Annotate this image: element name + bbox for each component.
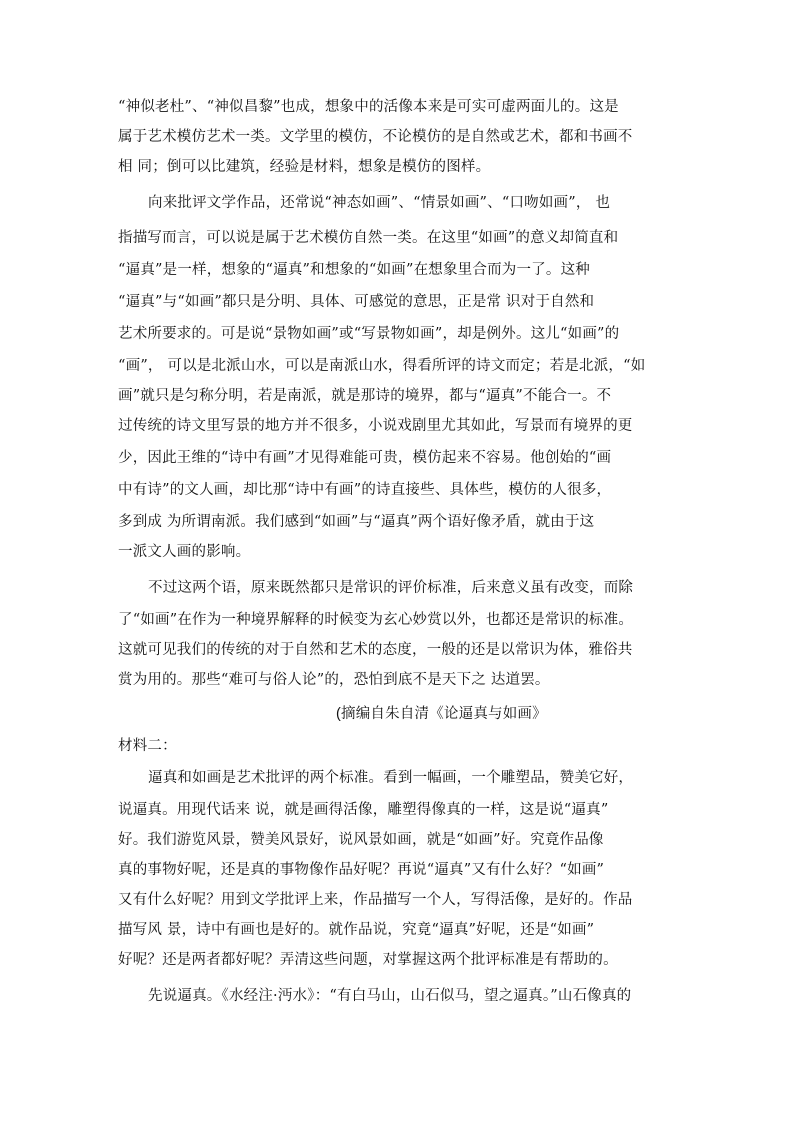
text-line: 属于艺术模仿艺术一类。文学里的模仿，不论模仿的是自然或艺术，都和书画不 bbox=[118, 129, 633, 145]
text-line: 好呢？还是两者都好呢？弄清这些问题，对掌握这两个批评标准是有帮助的。 bbox=[118, 952, 618, 968]
text-line: 了“如画”在作为一种境界解释的时候变为玄心妙赏以外，也都还是常识的标准。 bbox=[118, 612, 634, 628]
text-line: 描写风 景，诗中有画也是好的。就作品说，究竟“逼真”好呢，还是“如画” bbox=[118, 922, 595, 938]
text-line: “逼真”与“如画”都只是分明、具体、可感觉的意思，正是常 识对于自然和 bbox=[118, 294, 595, 310]
paragraph-start-line: 不过这两个语，原来既然都只是常识的评价标准，后来意义虽有改变，而除 bbox=[148, 580, 634, 596]
text-line: 一派文人画的影响。 bbox=[118, 544, 251, 560]
text-line: 好。我们游览风景，赞美风景好，说风景如画，就是“如画”好。究竟作品像 bbox=[118, 832, 604, 848]
source-citation: (摘编自朱自清《论逼真与如画》 bbox=[336, 706, 547, 722]
text-line: “画”， 可以是北派山水，可以是南派山水，得看所评的诗文而定；若是北派，“如 bbox=[118, 358, 646, 374]
text-line: 少，因此王维的“诗中有画”才见得难能可贵，模仿起来不容易。他创始的“画 bbox=[118, 450, 612, 466]
text-line: 说逼真。用现代话来 说，就是画得活像，雕塑得像真的一样，这是说“逼真” bbox=[118, 802, 609, 818]
text-line: 多到成 为所谓南派。我们感到“如画”与“逼真”两个语好像矛盾，就由于这 bbox=[118, 514, 595, 530]
text-line: 中有诗”的文人画，却比那“诗中有画”的诗直接些、具体些，模仿的人很多， bbox=[118, 482, 612, 498]
text-line: 过传统的诗文里写景的地方并不很多，小说戏剧里尤其如此，写景而有境界的更 bbox=[118, 418, 633, 434]
paragraph-start-line: 向来批评文学作品，还常说“神态如画”、“情景如画”、“口吻如画”， 也 bbox=[148, 195, 611, 211]
section-heading: 材料二： bbox=[118, 738, 177, 754]
text-line: 这就可见我们的传统的对于自然和艺术的态度，一般的还是以常识为体，雅俗共 bbox=[118, 642, 633, 658]
text-line: 画”就只是匀称分明，若是南派，就是那诗的境界，都与“逼真”不能合一。不 bbox=[118, 388, 612, 404]
text-line: 相 同；倒可以比建筑，经验是材料，想象是模仿的图样。 bbox=[118, 159, 491, 175]
text-line: “神似老杜”、“神似昌黎”也成，想象中的活像本来是可实可虚两面儿的。这是 bbox=[118, 99, 619, 115]
paragraph-start-line: 逼真和如画是艺术批评的两个标准。看到一幅画，一个雕塑品，赞美它好， bbox=[148, 770, 634, 786]
text-line: 指描写而言，可以说是属于艺术模仿自然一类。在这里“如画”的意义却简直和 bbox=[118, 230, 619, 246]
text-line: “逼真”是一样，想象的“逼真”和想象的“如画”在想象里合而为一了。这种 bbox=[118, 262, 590, 278]
text-line: 艺术所要求的。可是说“景物如画”或“写景物如画”，却是例外。这儿“如画”的 bbox=[118, 326, 620, 342]
paragraph-start-line: 先说逼真。《水经注·沔水》：“有白马山，山石似马，望之逼真。”山石像真的 bbox=[148, 988, 632, 1004]
text-line: 真的事物好呢，还是真的事物像作品好呢？再说“逼真”又有什么好？“如画” bbox=[118, 862, 605, 878]
text-line: 又有什么好呢？用到文学批评上来，作品描写一个人，写得活像，是好的。作品 bbox=[118, 892, 633, 908]
text-line: 赏为用的。那些“难可与俗人论”的，恐怕到底不是天下之 达道罢。 bbox=[118, 672, 550, 688]
